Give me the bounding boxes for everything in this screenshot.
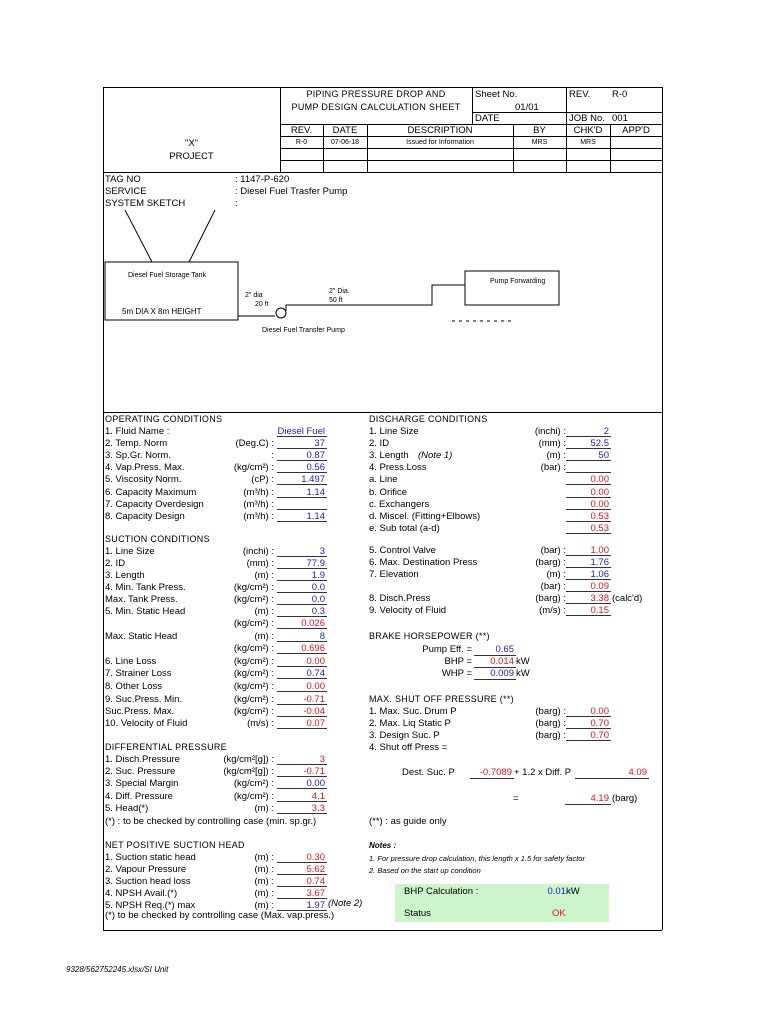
row-value: 4.1 (277, 791, 327, 802)
row-value: 0.00 (277, 778, 327, 789)
bhp-label: BHP = (444, 656, 472, 667)
row-unit: (kg/cm²) : (233, 681, 274, 692)
row-label: 6. Line Loss (105, 656, 157, 667)
row-label: 8. Other Loss (105, 681, 163, 692)
row-label: 8. Disch.Press (369, 593, 431, 604)
row-value: 0.696 (277, 643, 327, 654)
note-1: 1. For pressure drop calculation, this length x 1.5 for safety factor (369, 854, 585, 863)
row-value: 0.3 (277, 606, 327, 617)
service-label: SERVICE (105, 186, 147, 197)
pipe1-length: 20 ft (255, 301, 269, 308)
row-value: 0.0 (277, 582, 327, 593)
row-unit: (m) : (254, 802, 274, 814)
row-unit: (barg) : (535, 718, 566, 729)
summary-bhp-unit: kW (566, 886, 580, 897)
row-value: -0.71 (277, 694, 327, 705)
row-value: 0.30 (277, 852, 327, 863)
row-date: 07-06-18 (330, 139, 360, 146)
row-value: Diesel Fuel (277, 426, 325, 437)
row-value: 1.14 (277, 487, 327, 498)
row-label: 2. Suc. Pressure (105, 766, 176, 778)
guide-note: (**) : as guide only (369, 816, 447, 827)
sketch-colon: : (235, 198, 238, 209)
row-value (566, 462, 611, 473)
row-unit: (kg/cm²) : (233, 594, 274, 605)
row-value: 0.70 (566, 730, 611, 741)
row-label: 2. Temp. Norm (105, 438, 168, 450)
row-label: 10. Velocity of Fluid (105, 718, 188, 729)
row-value: 0.53 (566, 523, 611, 534)
row-unit: (cP) : (251, 474, 274, 486)
job-value: 001 (612, 113, 628, 124)
tag-value: : 1147-P-620 (235, 174, 290, 185)
row-value: 0.00 (566, 487, 611, 498)
row-value: 0.15 (566, 605, 611, 616)
row-value: 77.9 (277, 558, 327, 569)
row-label: 5. NPSH Req.(*) max (105, 900, 196, 911)
row-label: 3. Design Suc. P (369, 730, 440, 741)
row-value: 52.5 (566, 438, 611, 449)
row-label: 7. Capacity Overdesign (105, 498, 204, 510)
note-2: 2. Based on the start up condition (369, 866, 481, 875)
row-value: 5.62 (277, 864, 327, 875)
row-label: 6. Max. Destination Press (369, 557, 478, 568)
file-footer: 9328/562752245.xlsx/SI Unit (66, 965, 169, 974)
row-value: 0.00 (566, 499, 611, 510)
whp-label: WHP = (441, 668, 472, 679)
row-value: 1.497 (277, 474, 327, 485)
row-unit: (kg/cm²) : (233, 618, 274, 629)
sketch-label: SYSTEM SKETCH (105, 198, 186, 209)
pipe2-length: 50 ft (329, 297, 343, 304)
discharge-title: DISCHARGE CONDITIONS (369, 414, 488, 424)
row-value: 50 (566, 450, 611, 461)
row-unit: (m/s) : (539, 605, 566, 616)
bhp-title: BRAKE HORSEPOWER (**) (369, 631, 490, 641)
row-label: 3. Length (105, 570, 145, 581)
row-label: 1. Line Size (369, 426, 419, 437)
row-label: 5. Head(*) (105, 802, 149, 814)
sheet-no-label: Sheet No. (475, 89, 518, 100)
col-date: DATE (332, 125, 358, 136)
row-label: Max. Tank Press. (105, 594, 178, 605)
tag-label: TAG NO (105, 174, 141, 185)
row-label: 9. Velocity of Fluid (369, 605, 447, 616)
row-by: MRS (531, 139, 548, 146)
row-label: 1. Disch.Pressure (105, 754, 180, 765)
pump-symbol (276, 308, 286, 318)
row-value: 1.14 (277, 511, 327, 522)
col-description: DESCRIPTION (407, 125, 473, 136)
row-value (277, 499, 327, 510)
row-label: b. Orifice (369, 486, 408, 498)
row-description: Issued for Information (406, 139, 474, 146)
row-label: 4. NPSH Avail.(*) (105, 888, 178, 899)
row-label: 7. Elevation (369, 569, 419, 580)
sketch-line (125, 210, 152, 262)
row-value: 1.00 (566, 545, 611, 556)
row-label: 4. Diff. Pressure (105, 790, 173, 802)
row-unit: (inchi) : (242, 546, 274, 557)
row-value: 0.09 (566, 581, 611, 592)
summary-status-label: Status (404, 908, 431, 919)
shutoff-unit: (barg) (612, 793, 638, 804)
whp-value: 0.009 (474, 668, 516, 680)
pump-label: Diesel Fuel Transfer Pump (262, 327, 345, 334)
row-value: 1.06 (566, 569, 611, 580)
row-value: 3.3 (277, 803, 327, 814)
row-unit: (mm) : (538, 438, 566, 450)
row-value: 0.0 (277, 594, 327, 605)
row-label: d. Miscel. (Fitting+Elbows) (369, 510, 481, 522)
destination-label: Pump Forwarding (490, 278, 546, 285)
row-label: Suc.Press. Max. (105, 706, 175, 717)
row-unit: (bar) : (540, 545, 566, 556)
shutoff-total: 4.19 (565, 793, 611, 805)
row-value: 1.97 (277, 900, 327, 911)
row-unit: (Deg.C) : (235, 438, 274, 450)
row-label: 4. Vap.Press. Max. (105, 462, 185, 474)
row-value: 0.87 (277, 450, 327, 461)
row-value: 0.70 (566, 718, 611, 729)
row-unit: (m³/h) : (243, 498, 274, 510)
calcd-label: (calc'd) (612, 593, 643, 604)
equals-sign: = (513, 793, 519, 804)
formula-value: 4.09 (575, 767, 649, 779)
row-unit: (kg/cm²) : (233, 778, 274, 790)
row-label: 3. Sp.Gr. Norm. (105, 450, 171, 462)
discharge-pipe (286, 285, 465, 311)
npsh-note2: (Note 2) (328, 898, 363, 909)
row-value: 3.67 (277, 888, 327, 899)
row-unit: (m) : (546, 569, 566, 580)
differential-title: DIFFERENTIAL PRESSURE (105, 742, 227, 752)
row-label: e. Sub total (a-d) (369, 522, 440, 534)
row-unit: (bar) : (540, 462, 566, 474)
pipe2-size: 2" Dia. (329, 288, 350, 295)
row-rev: R-0 (295, 139, 308, 146)
row-label: 3. Special Margin (105, 778, 179, 790)
notes-title: Notes : (369, 841, 397, 850)
tank-size: 5m DIA X 8m HEIGHT (122, 307, 202, 316)
row-value: 3 (277, 754, 327, 765)
row-unit: (m) : (254, 631, 274, 642)
pump-eff-value: 0.65 (474, 644, 516, 656)
whp-unit: kW (516, 668, 530, 679)
formula-label: + 1.2 x Diff. P (514, 767, 572, 778)
row-value: 0.00 (566, 706, 611, 717)
shutoff-title: MAX. SHUT OFF PRESSURE (**) (369, 694, 514, 704)
row-label: 1. Suction static head (105, 852, 196, 863)
discharge-note1: (Note 1) (418, 450, 453, 461)
row-unit: (m) : (254, 606, 274, 617)
row-unit: (mm) : (246, 558, 274, 569)
row-unit: (kg/cm²) : (233, 668, 274, 679)
row-value: 0.00 (277, 681, 327, 692)
row-unit: (kg/cm²) : (233, 582, 274, 593)
dest-suc-label: Dest. Suc. P (402, 767, 455, 778)
row-label: 7. Strainer Loss (105, 668, 172, 679)
row-unit: (kg/cm²) : (233, 656, 274, 667)
row-value: 0.07 (277, 718, 327, 729)
pipe1-size: 2" dia (245, 292, 263, 299)
row-label: 5. Viscosity Norm. (105, 474, 182, 486)
sheet-no-value: 01/01 (515, 102, 539, 113)
row-unit: (m) : (254, 888, 274, 899)
bhp-value: 0.014 (474, 656, 516, 668)
row-unit: (bar) : (540, 581, 566, 592)
row-label: 1. Fluid Name : (105, 426, 170, 437)
row-label: 9. Suc.Press. Min. (105, 694, 183, 705)
row-unit: (barg) : (535, 730, 566, 741)
row-label: 3. Suction head loss (105, 876, 191, 887)
row-value: 8 (277, 631, 327, 642)
service-value: : Diesel Fuel Trasfer Pump (235, 186, 348, 197)
row-label: 5. Control Valve (369, 545, 436, 556)
shutoff-row4: 4. Shut off Press = (369, 742, 448, 753)
row-unit: (kg/cm²) : (233, 643, 274, 654)
row-label: 4. Min. Tank Press. (105, 582, 186, 593)
row-label: 8. Capacity Design (105, 510, 185, 522)
row-value: 1.76 (566, 557, 611, 568)
summary-bhp-label: BHP Calculation : (404, 886, 479, 897)
row-unit: (m) : (254, 900, 274, 911)
row-value: 0.74 (277, 876, 327, 887)
dest-suc-value: -0.7089 (470, 767, 514, 779)
row-label: 3. Length (369, 450, 409, 462)
bhp-unit: kW (516, 656, 530, 667)
row-label: 2. Vapour Pressure (105, 864, 187, 875)
row-label: 2. Max. Liq Static P (369, 718, 451, 729)
row-label: 4. Press.Loss (369, 462, 427, 474)
row-unit: (m) : (254, 864, 274, 875)
row-value: 0.00 (277, 656, 327, 667)
row-chkd: MRS (580, 139, 596, 146)
row-label: 1. Line Size (105, 546, 155, 557)
row-value: -0.71 (277, 766, 327, 777)
row-value: 3.38 (566, 593, 611, 604)
npsh-note: (*) to be checked by controlling case (Max. vap.press.) (105, 910, 335, 921)
row-unit: (kg/cm²) : (233, 462, 274, 474)
row-unit: (kg/cm²[g]) : (223, 754, 274, 765)
row-label: 5. Min. Static Head (105, 606, 186, 617)
row-label: c. Exchangers (369, 498, 430, 510)
row-unit: (m³/h) : (243, 486, 274, 498)
row-unit: : (271, 450, 274, 462)
row-unit: (m) : (254, 570, 274, 581)
row-unit: (barg) : (535, 557, 566, 568)
row-value: 0.74 (277, 668, 327, 679)
row-label: 1. Max. Suc. Drum P (369, 706, 457, 717)
sketch-line (189, 210, 215, 262)
row-label: 6. Capacity Maximum (105, 486, 197, 498)
row-value: -0.04 (277, 706, 327, 717)
row-unit: (m) : (546, 450, 566, 462)
suction-title: SUCTION CONDITIONS (105, 534, 210, 544)
row-value: 1.9 (277, 570, 327, 581)
row-value: 2 (566, 426, 611, 437)
rev-value: R-0 (612, 89, 628, 100)
tank-label: Diesel Fuel Storage Tank (128, 272, 207, 279)
row-label: 2. ID (369, 438, 390, 450)
row-value: 0.00 (566, 474, 611, 485)
row-unit: (m³/h) : (243, 510, 274, 522)
row-unit: (m/s) : (247, 718, 274, 729)
col-by: BY (533, 125, 546, 136)
col-rev: REV. (290, 125, 313, 136)
row-label: Max. Static Head (105, 631, 178, 642)
row-value: 0.56 (277, 462, 327, 473)
row-value: 0.53 (566, 511, 611, 522)
differential-note: (*) : to be checked by controlling case (min. sp.gr.) (105, 816, 317, 827)
operating-title: OPERATING CONDITIONS (105, 414, 223, 424)
row-value: 37 (277, 438, 327, 449)
row-value: 0.026 (277, 618, 327, 629)
pump-eff-label: Pump Eff. = (422, 644, 472, 655)
row-unit: (kg/cm²) : (233, 694, 274, 705)
project-name: "X" (184, 138, 199, 149)
row-unit: (kg/cm²) : (233, 706, 274, 717)
row-label: 2. ID (105, 558, 126, 569)
rev-label: REV. (569, 89, 591, 100)
row-label: a. Line (369, 474, 398, 486)
row-unit: (kg/cm²) : (233, 790, 274, 802)
row-unit: (m) : (254, 852, 274, 863)
row-unit: (m) : (254, 876, 274, 887)
job-label: JOB No. (569, 113, 605, 124)
sheet-title-2: PUMP DESIGN CALCULATION SHEET (291, 102, 461, 112)
summary-bhp-value: 0.01 (547, 886, 566, 897)
row-unit: (barg) : (535, 706, 566, 717)
sheet-title-1: PIPING PRESSURE DROP AND (306, 89, 446, 99)
project-label: PROJECT (169, 151, 214, 162)
row-unit: (kg/cm²[g]) : (223, 766, 274, 778)
col-appd: APP'D (622, 125, 650, 136)
col-chkd: CHK'D (573, 125, 603, 136)
npsh-title: NET POSITIVE SUCTION HEAD (105, 840, 245, 850)
row-unit: (barg) : (535, 593, 566, 604)
row-unit: (inchi) : (534, 426, 566, 437)
row-value: 3 (277, 546, 327, 557)
summary-status-value: OK (552, 908, 566, 919)
date-label: DATE (475, 113, 500, 124)
